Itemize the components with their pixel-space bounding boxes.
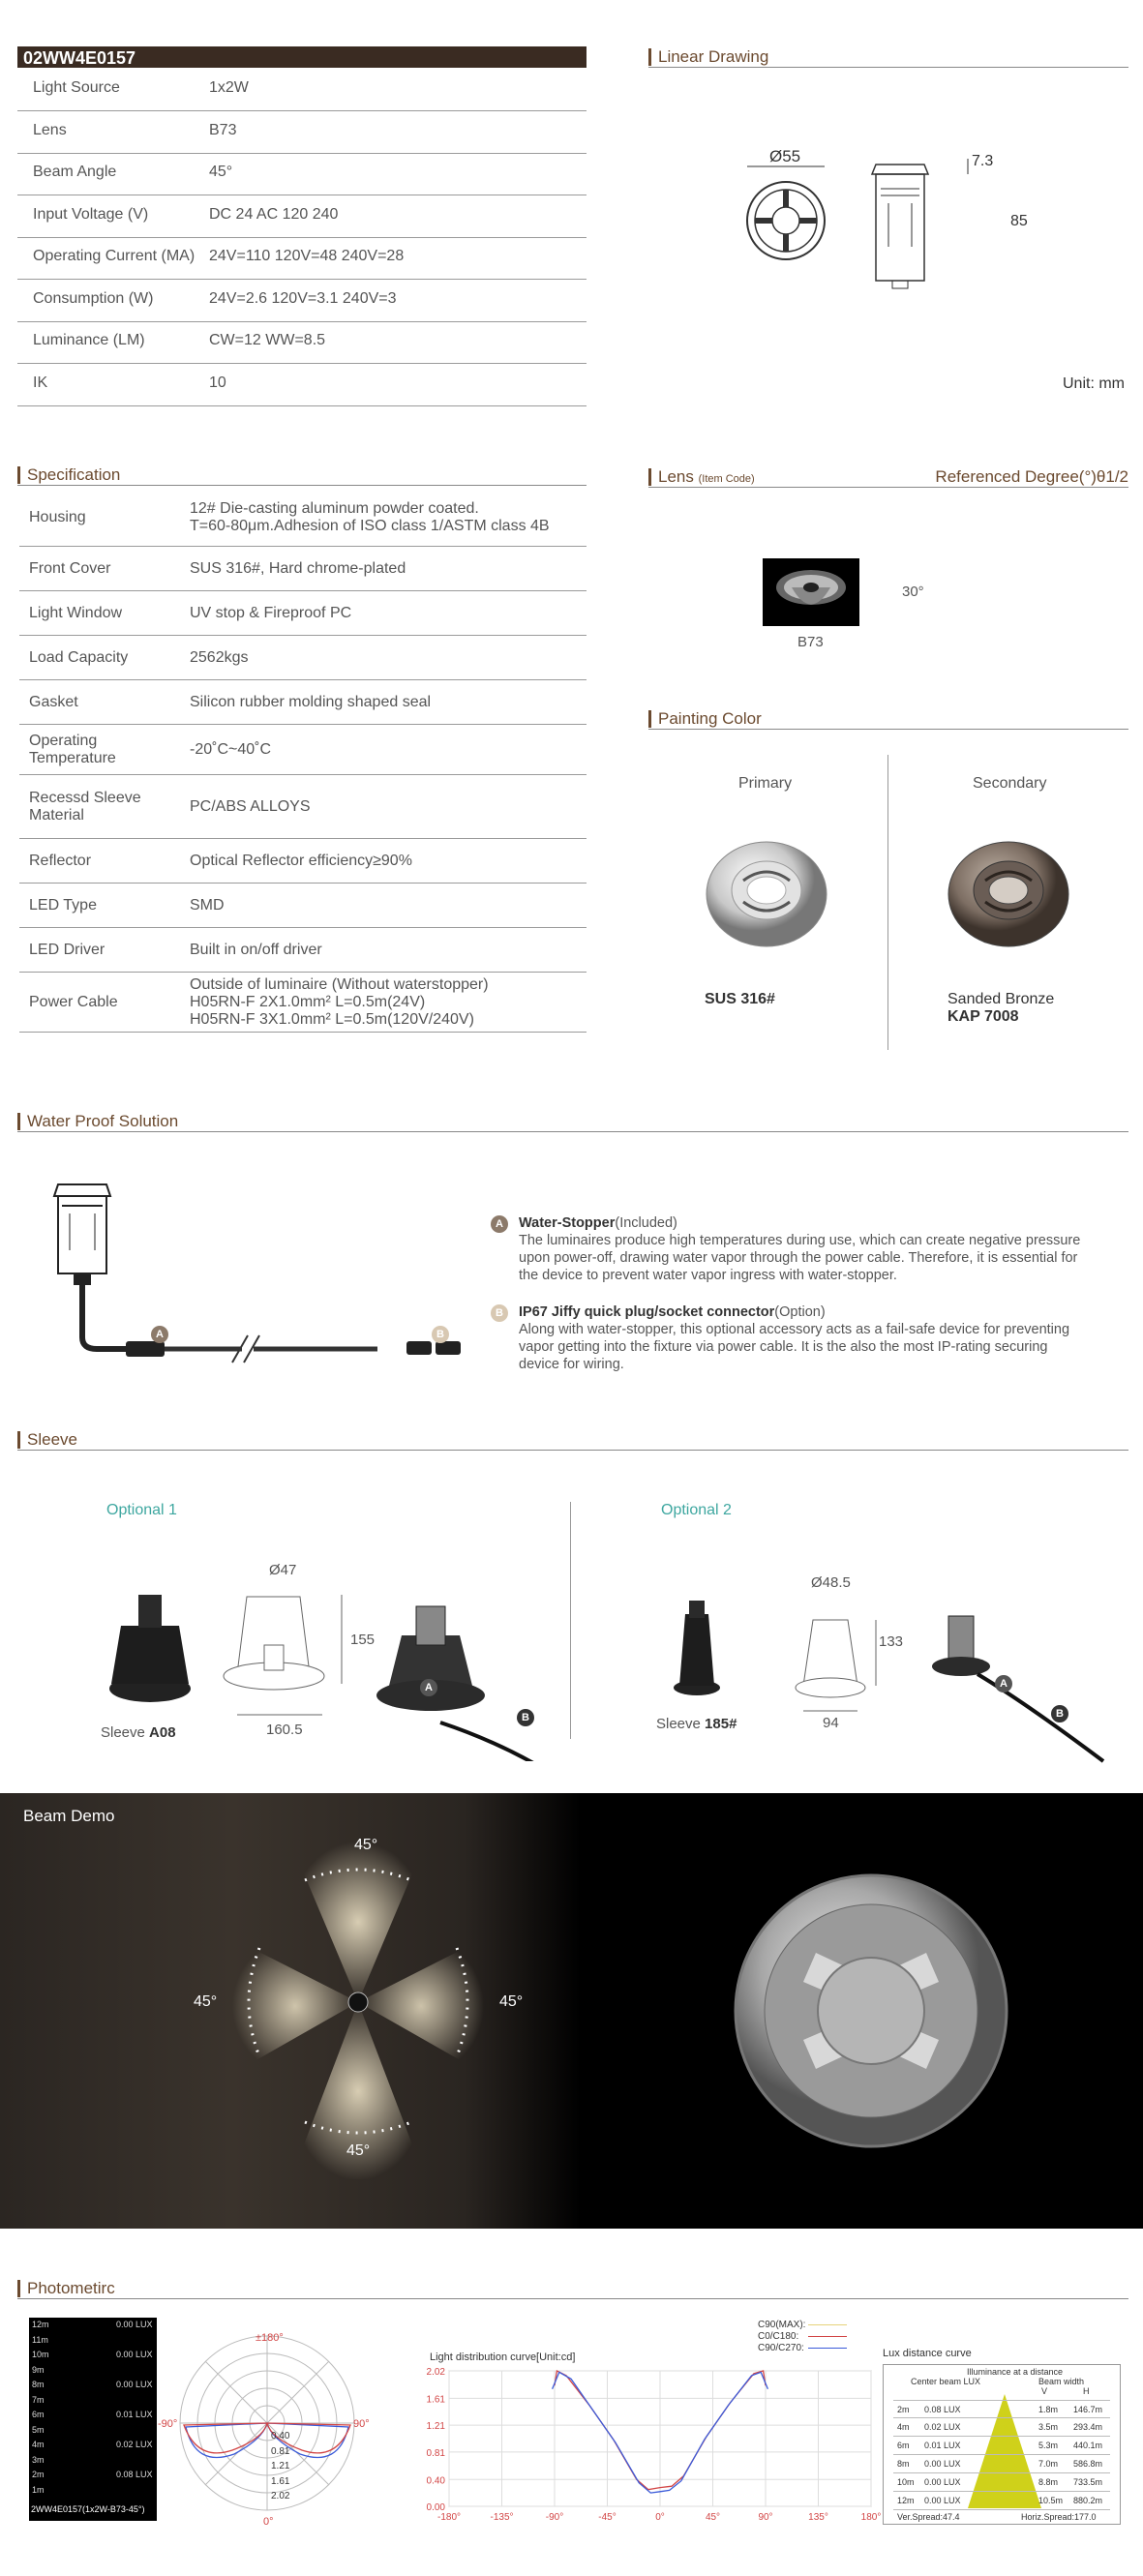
- model-code: 02WW4E0157: [23, 48, 136, 68]
- lux-row-v: 7.0m: [1038, 2459, 1059, 2469]
- x-tick-label: 90°: [758, 2512, 773, 2523]
- primary-label: Primary: [738, 775, 793, 792]
- spec-value: CW=12 WW=8.5: [209, 332, 326, 348]
- secondary-color-code: KAP 7008: [947, 1008, 1019, 1025]
- legend-c90max: C90(MAX):: [758, 2320, 847, 2331]
- note-a-suffix: (Included): [615, 1215, 677, 1231]
- lux-distance-title: Lux distance curve: [883, 2348, 972, 2359]
- x-tick-label: 180°: [860, 2512, 881, 2523]
- lux-value: 0.00 LUX: [116, 2320, 153, 2329]
- specification-value: PC/ABS ALLOYS: [190, 798, 311, 815]
- specification-label: LED Type: [29, 897, 97, 914]
- spec-label: Consumption (W): [33, 289, 154, 307]
- section-bar: [17, 1113, 20, 1130]
- specification-value: SUS 316#, Hard chrome-plated: [190, 560, 406, 577]
- specification-value: -20˚C~40˚C: [190, 741, 272, 758]
- sleeve-1-height: 155: [350, 1632, 376, 1648]
- spec-value: 1x2W: [209, 79, 249, 96]
- specification-label: LED Driver: [29, 942, 105, 958]
- dim-diameter: Ø55: [769, 147, 801, 165]
- spec-value: B73: [209, 121, 237, 138]
- lux-head-2: Center beam LUX: [911, 2377, 981, 2386]
- polar-left-label: -90°: [158, 2418, 178, 2430]
- specification-value: 2562kgs: [190, 649, 249, 666]
- lux-row-distance: 6m: [897, 2441, 910, 2450]
- specification-value: Outside of luminaire (Without waterstopper) H05RN-F 2X1.0mm² L=0.5m(24V) H05RN-F 3X1.0mm² L=0.5m(120V/240V): [190, 976, 489, 1028]
- specification-label: Light Window: [29, 605, 123, 621]
- height-label: 9m: [32, 2364, 45, 2375]
- spec-row: [17, 238, 587, 280]
- specification-label: Power Cable: [29, 994, 118, 1010]
- beam-angle-left: 45°: [194, 1993, 218, 2010]
- specification-label: Front Cover: [29, 560, 111, 577]
- y-tick-label: 0.00: [426, 2502, 445, 2513]
- polar-top-label: ±180°: [256, 2332, 284, 2344]
- lux-row-distance: 4m: [897, 2422, 910, 2432]
- height-label: 2m: [32, 2470, 45, 2479]
- lux-row-h: 146.7m: [1073, 2405, 1103, 2414]
- sleeve-option-2-drawings: [658, 1597, 1123, 1771]
- section-bar: [648, 468, 651, 486]
- polar-ring-label: 0.81: [271, 2445, 290, 2457]
- light-distribution-chart: [406, 2361, 881, 2526]
- specification-row: [19, 725, 587, 775]
- painting-color-title: Painting Color: [658, 709, 762, 728]
- polar-ring-label: 0.40: [271, 2431, 290, 2441]
- polar-ring-label: 2.02: [271, 2491, 290, 2501]
- secondary-label: Secondary: [973, 775, 1047, 792]
- polar-bottom-label: 0°: [263, 2516, 274, 2528]
- lux-row-h: 293.4m: [1073, 2422, 1103, 2432]
- spec-value: 24V=110 120V=48 240V=28: [209, 248, 405, 264]
- note-b-text: Along with water-stopper, this optional accessory acts as a fail-safe device for preventing vapor getting into the fixture via power cable. It is the also the most IP-rating securing device for wiring.: [519, 1322, 1070, 1372]
- height-label: 1m: [32, 2484, 45, 2495]
- spec-label: Luminance (LM): [33, 332, 145, 348]
- specification-label: Operating Temperature: [29, 733, 116, 766]
- lux-row-h: 440.1m: [1073, 2441, 1103, 2450]
- lux-head-1: Illuminance at a distance: [967, 2367, 1064, 2377]
- dim-top-height: 7.3: [972, 153, 994, 169]
- spec-label: Input Voltage (V): [33, 205, 149, 223]
- sleeve-1-label: Sleeve A08: [101, 1724, 176, 1741]
- lens-code: B73: [797, 634, 824, 650]
- specification-value: UV stop & Fireproof PC: [190, 605, 352, 621]
- lux-row-h: 586.8m: [1073, 2459, 1103, 2469]
- lux-row: [893, 2455, 1110, 2473]
- sleeve-1-dia: Ø47: [269, 1562, 297, 1578]
- height-label: 11m: [32, 2334, 48, 2345]
- lux-head-h: H: [1083, 2386, 1090, 2396]
- note-b-suffix: (Option): [774, 1304, 826, 1320]
- specification-value: SMD: [190, 897, 225, 914]
- lens-degree: 30°: [902, 584, 924, 600]
- lux-height-panel: [29, 2318, 157, 2521]
- photometric-header: [17, 2278, 1128, 2299]
- specification-row: [19, 680, 587, 725]
- drawing-side-view: [876, 174, 924, 281]
- specification-label: Reflector: [29, 853, 92, 869]
- specification-label: Housing: [29, 509, 86, 525]
- primary-color-name: SUS 316#: [705, 991, 775, 1007]
- lux-head-3: Beam width: [1038, 2377, 1085, 2386]
- sleeve-option-1: Optional 1: [106, 1502, 177, 1518]
- section-bar: [648, 710, 651, 728]
- sleeve-1-badge-a: A: [420, 1679, 437, 1696]
- note-a-badge: A: [491, 1215, 508, 1233]
- beam-demo-light: [0, 1793, 581, 2229]
- specification-label: Gasket: [29, 694, 78, 710]
- lux-row-h: 880.2m: [1073, 2496, 1103, 2505]
- spec-label: Operating Current (MA): [33, 248, 196, 264]
- beam-demo-title: Beam Demo: [23, 1807, 115, 1825]
- lux-head-v: V: [1041, 2386, 1048, 2396]
- lux-value: 0.00 LUX: [116, 2350, 153, 2359]
- lux-row-lux: 0.00 LUX: [924, 2459, 961, 2469]
- curve-legend: [758, 2320, 847, 2354]
- sleeve-2-badge-a: A: [995, 1675, 1012, 1692]
- specification-label: Recessd Sleeve Material: [29, 790, 141, 824]
- sleeve-1-width: 160.5: [266, 1722, 303, 1738]
- sleeve-1-badge-b: B: [517, 1709, 534, 1726]
- sleeve-2-label: Sleeve 185#: [656, 1716, 737, 1732]
- spec-value: 10: [209, 374, 226, 391]
- sleeve-2-height: 133: [879, 1633, 904, 1650]
- lux-row-lux: 0.00 LUX: [924, 2496, 961, 2505]
- lens-image: [763, 558, 859, 626]
- lux-row-lux: 0.00 LUX: [924, 2477, 961, 2487]
- linear-drawing-title: Linear Drawing: [658, 47, 769, 66]
- section-bar: [648, 48, 651, 66]
- height-label: 5m: [32, 2424, 45, 2435]
- lux-row-distance: 2m: [897, 2405, 910, 2414]
- spec-row: [17, 70, 587, 111]
- sleeve-2-width: 94: [823, 1715, 839, 1731]
- sleeve-header: [17, 1429, 1128, 1451]
- lux-row-h: 733.5m: [1073, 2477, 1103, 2487]
- lux-value: 0.01 LUX: [116, 2410, 153, 2419]
- polar-ring-label: 1.21: [271, 2461, 290, 2471]
- polar-chart: [176, 2332, 358, 2514]
- specification-row: [19, 489, 587, 547]
- spec-label: IK: [33, 374, 48, 391]
- specification-header: [17, 464, 587, 486]
- lux-row-v: 8.8m: [1038, 2477, 1059, 2487]
- spec-row: [17, 154, 587, 195]
- height-label: 3m: [32, 2454, 45, 2465]
- lux-value: 0.00 LUX: [116, 2380, 153, 2389]
- specification-row: [19, 973, 587, 1033]
- lux-row-distance: 8m: [897, 2459, 910, 2469]
- lux-row-v: 1.8m: [1038, 2405, 1059, 2414]
- sleeve-option-2: Optional 2: [661, 1502, 732, 1518]
- lens-header: [648, 466, 1128, 488]
- water-proof-title: Water Proof Solution: [27, 1112, 179, 1130]
- ver-spread: Ver.Spread:47.4: [897, 2512, 960, 2522]
- hor-spread: Horiz.Spread:177.0: [1021, 2512, 1097, 2522]
- section-bar: [17, 1431, 20, 1449]
- specification-value: Optical Reflector efficiency≥90%: [190, 853, 412, 869]
- specification-row: [19, 839, 587, 884]
- painting-color-header: [648, 708, 1128, 730]
- lux-row-distance: 10m: [897, 2477, 915, 2487]
- beam-angle-right: 45°: [499, 1993, 524, 2010]
- sleeve-title: Sleeve: [27, 1430, 77, 1449]
- badge-a: A: [151, 1326, 168, 1343]
- spec-row: [17, 196, 587, 238]
- y-tick-label: 0.40: [426, 2475, 445, 2487]
- note-a: [519, 1214, 1090, 1284]
- y-tick-label: 0.81: [426, 2447, 445, 2459]
- spec-value: 45°: [209, 164, 233, 180]
- note-a-text: The luminaires produce high temperatures during use, which can create negative pressure upon power-off, drawing water vapor through the power cable. Therefore, it is essential for the device to prevent water vapor ingress with water-stopper.: [519, 1233, 1081, 1283]
- lux-row-lux: 0.01 LUX: [924, 2441, 961, 2450]
- lux-row-lux: 0.02 LUX: [924, 2422, 961, 2432]
- note-b-title: IP67 Jiffy quick plug/socket connector: [519, 1304, 775, 1320]
- x-tick-label: 135°: [808, 2512, 828, 2523]
- linear-drawing-header: [648, 46, 1128, 68]
- lux-row: [893, 2473, 1110, 2492]
- sleeve-2-badge-b: B: [1051, 1705, 1068, 1722]
- sleeve-2-dia: Ø48.5: [811, 1574, 851, 1591]
- section-bar: [17, 2280, 20, 2297]
- lux-row: [893, 2492, 1110, 2510]
- specification-row: [19, 547, 587, 591]
- x-tick-label: -90°: [545, 2512, 564, 2523]
- specification-row: [19, 775, 587, 839]
- curve-title: Light distribution curve[Unit:cd]: [430, 2351, 576, 2363]
- lux-image-caption: 2WW4E0157(1x2W-B73-45°): [31, 2504, 145, 2514]
- x-tick-label: 0°: [655, 2512, 665, 2523]
- polar-ring-label: 1.61: [271, 2475, 290, 2487]
- lux-row: [893, 2437, 1110, 2455]
- lux-row-v: 3.5m: [1038, 2422, 1059, 2432]
- height-label: 4m: [32, 2440, 45, 2449]
- specification-row: [19, 884, 587, 928]
- linear-drawing: [736, 145, 1084, 300]
- beam-angle-top: 45°: [354, 1837, 378, 1853]
- y-tick-label: 1.61: [426, 2394, 445, 2406]
- specification-value: 12# Die-casting aluminum powder coated. T=60-80μm.Adhesion of ISO class 1/ASTM class 4B: [190, 500, 550, 534]
- spec-row: [17, 365, 587, 406]
- spec-row: [17, 281, 587, 322]
- note-b-badge: B: [491, 1304, 508, 1322]
- specification-label: Load Capacity: [29, 649, 129, 666]
- referenced-degree-title: Referenced Degree(°)θ1/2: [935, 467, 1128, 486]
- spec-label: Beam Angle: [33, 164, 117, 180]
- badge-b: B: [432, 1326, 449, 1343]
- y-tick-label: 2.02: [426, 2367, 445, 2378]
- water-proof-diagram: [39, 1183, 465, 1376]
- x-tick-label: 45°: [705, 2512, 721, 2523]
- specification-value: Built in on/off driver: [190, 942, 322, 958]
- lux-row: [893, 2418, 1110, 2437]
- lux-row-v: 10.5m: [1038, 2496, 1064, 2505]
- spec-value: 24V=2.6 120V=3.1 240V=3: [209, 289, 397, 307]
- height-label: 7m: [32, 2394, 45, 2405]
- note-a-title: Water-Stopper: [519, 1215, 616, 1231]
- specification-title: Specification: [27, 465, 121, 484]
- lux-row-distance: 12m: [897, 2496, 915, 2505]
- lux-distance-table: [883, 2364, 1121, 2525]
- lens-title: Lens (Item Code): [658, 467, 755, 486]
- specification-row: [19, 591, 587, 636]
- spec-row: [17, 322, 587, 364]
- legend-c0c180: C0/C180:: [758, 2331, 847, 2343]
- specification-value: Silicon rubber molding shaped seal: [190, 694, 432, 710]
- x-tick-label: -45°: [598, 2512, 617, 2523]
- specification-row: [19, 928, 587, 973]
- spec-value: DC 24 AC 120 240: [209, 205, 339, 223]
- section-bar: [17, 466, 20, 484]
- height-label: 12m: [32, 2320, 49, 2329]
- polar-right-label: 90°: [353, 2418, 370, 2430]
- secondary-color-swatch: [947, 834, 1070, 958]
- painting-divider: [887, 755, 888, 1050]
- spec-row: [17, 112, 587, 154]
- note-b: [519, 1303, 1090, 1373]
- beam-demo-panel: [0, 1793, 1143, 2229]
- lux-row-v: 5.3m: [1038, 2441, 1059, 2450]
- specification-row: [19, 636, 587, 680]
- spec-label: Light Source: [33, 79, 120, 96]
- spec-label: Lens: [33, 121, 67, 138]
- water-proof-header: [17, 1111, 1128, 1132]
- product-closeup: [731, 1871, 1011, 2151]
- lux-value: 0.02 LUX: [116, 2440, 153, 2449]
- height-label: 10m: [32, 2350, 49, 2359]
- beam-angle-bottom: 45°: [346, 2142, 371, 2159]
- unit-label: Unit: mm: [1063, 375, 1125, 392]
- x-tick-label: -135°: [490, 2512, 514, 2523]
- secondary-color-name: Sanded Bronze: [947, 991, 1055, 1007]
- height-label: 6m: [32, 2410, 45, 2419]
- lux-value: 0.08 LUX: [116, 2470, 153, 2479]
- legend-c90c270: C90/C270:: [758, 2343, 847, 2354]
- model-header: [17, 46, 587, 68]
- dim-height: 85: [1010, 213, 1028, 229]
- primary-color-swatch: [705, 834, 828, 958]
- x-tick-label: -180°: [436, 2512, 462, 2523]
- photometric-title: Photometirc: [27, 2279, 115, 2297]
- height-label: 8m: [32, 2380, 45, 2389]
- y-tick-label: 1.21: [426, 2421, 445, 2433]
- lux-row-lux: 0.08 LUX: [924, 2405, 961, 2414]
- lux-row: [893, 2400, 1110, 2418]
